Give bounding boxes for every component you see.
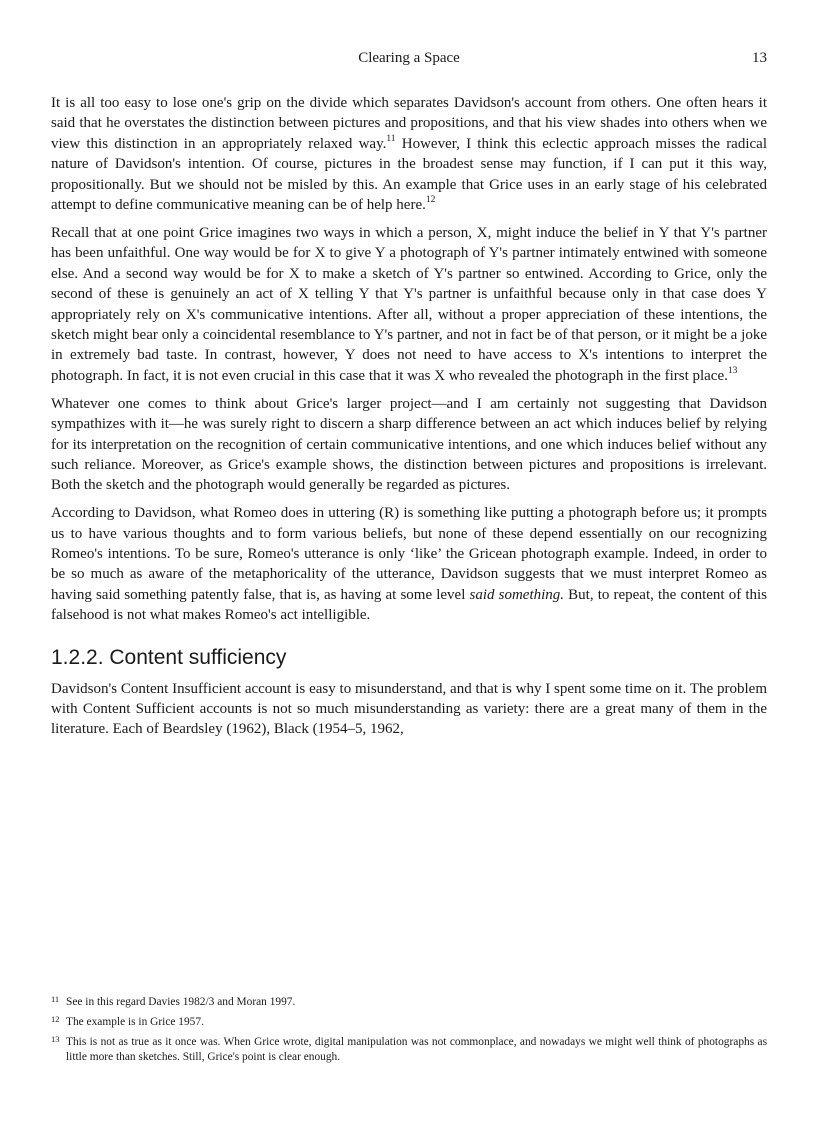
section-paragraph: Davidson's Content Insufficient account is easy to misunderstand, and that is why I spent some time on it. The problem with Content Sufficient accounts is not so much misunderstanding as variety: there are a great many of them in the literature. Each of Beardsley (1962), Black (1954–5, 1962, <box>51 680 767 738</box>
paragraph-text: It is all too easy to lose one's grip on the divide which separates Davidson's account from others. One often hears it said that he overstates the distinction between pictures and propositions, and that his view shades into others when we view this distinction in an appropriately relaxed way. <box>51 95 767 152</box>
paragraph-text: Recall that at one point Grice imagines two ways in which a person, X, might induce the belief in Y that Y's partner has been unfaithful. One way would be for X to give Y a photograph of Y's partner intimately entwined with someone else. And a second way would be for X to make a sketch of Y's partner so entwined. According to Grice, only the second of these is genuinely an act of X telling Y that Y's partner is unfaithful because only in that case does Y appropriately rely on X's communicative intentions. After all, without a proper appreciation of these intentions, the sketch might bear only a coincidental resemblance to Y's partner, and not in fact be of that person, or it might be a joke in extremely bad taste. In contrast, however, Y does not need to have access to X's intentions to interpret the photograph. In fact, it is not even crucial in this case that it was X who revealed the photograph in the first place. <box>51 224 767 384</box>
running-header <box>51 50 767 70</box>
paragraph-text: According to Davidson, what Romeo does in uttering (R) is something like putting a photograph before us; it prompts us to have various thoughts and to form various beliefs, but none of these depend essentially on our recognizing Romeo's intentions. To be sure, Romeo's utterance is only ‘like’ the Gricean photograph example. Indeed, in order to be so much as aware of the metaphoricality of the utterance, Davidson suggests that we must interpret Romeo as having said something patently false, that is, as having at some level <box>51 505 767 603</box>
paragraph-4 <box>51 503 767 625</box>
footnote-mark: 11 <box>51 994 60 1004</box>
footnote-ref-13[interactable]: 13 <box>727 365 738 376</box>
page-number: 13 <box>752 50 767 66</box>
footnote-ref-11[interactable]: 11 <box>386 133 396 144</box>
body-text <box>51 93 767 747</box>
section-heading: 1.2.2. Content sufficiency <box>51 645 287 669</box>
footnote-13 <box>51 1035 767 1065</box>
paragraph-text: Whatever one comes to think about Grice's larger project—and I am certainly not suggesting that Davidson sympathizes with it—he was surely right to discern a sharp difference between an act which induces belief by relying for its interpretation on the recognition of certain communicative intentions, and one which induces belief without any such reliance. Moreover, as Grice's example shows, the distinction between pictures and propositions is irrelevant. Both the sketch and the photograph would generally be regarded as pictures. <box>51 395 767 494</box>
footnote-text: This is not as true as it once was. When Grice wrote, digital manipulation was not commonplace, and nowadays we might well think of photographs as little more than sketches. Still, Grice's point is clear enough. <box>66 1036 767 1063</box>
emphasis-said-something: said something. <box>469 586 565 603</box>
footnote-ref-12[interactable]: 12 <box>425 195 436 206</box>
footnote-text: See in this regard Davies 1982/3 and Moran 1997. <box>66 996 296 1008</box>
footnote-12 <box>51 1015 767 1030</box>
footnote-mark: 13 <box>51 1034 60 1044</box>
footnote-11 <box>51 995 767 1010</box>
paragraph-3 <box>51 394 767 496</box>
paragraph-1 <box>51 93 767 215</box>
running-title: Clearing a Space <box>358 50 460 66</box>
paragraph-text: But, to repeat, the content of this falsehood is not what makes Romeo's act intelligible. <box>51 586 767 624</box>
paragraph-2 <box>51 223 767 386</box>
footnote-text: The example is in Grice 1957. <box>66 1016 204 1028</box>
paragraph-text: However, I think this eclectic approach misses the radical nature of Davidson's intention. Of course, pictures in the broadest sense may function, if I can put it this way, propositionally. But we should not be misled by this. An example that Grice uses in an early stage of his celebrated attempt to define communicative meaning can be of help here. <box>51 135 767 214</box>
footnotes <box>51 995 767 1070</box>
footnote-mark: 12 <box>51 1014 60 1024</box>
